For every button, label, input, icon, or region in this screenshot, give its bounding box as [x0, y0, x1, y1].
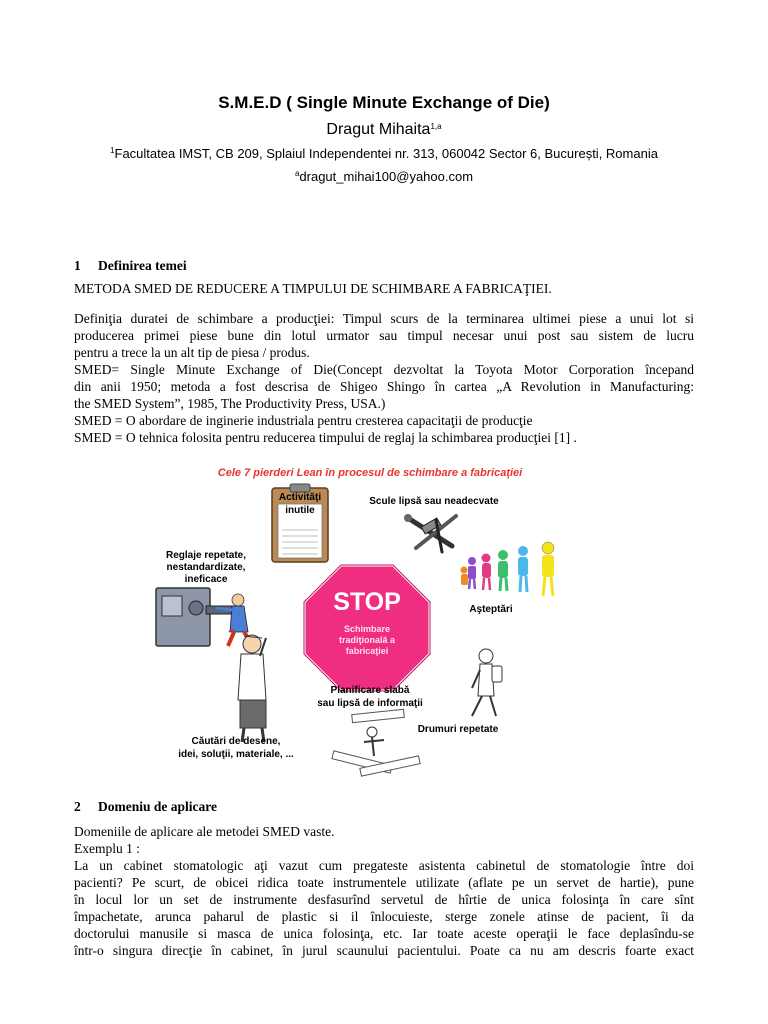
adjustments-label-line2: nestandardizate,: [166, 562, 246, 573]
stop-subtitle-line2: tradiţională a: [338, 635, 396, 645]
paragraph-line: doctorului manusile si masca de unica folosinţa, etc. Iar toate aceste operaţii le face deplasîndu-se: [74, 926, 694, 941]
email-superscript: a: [294, 169, 300, 178]
walking-label: Drumuri repetate: [417, 724, 499, 735]
paragraph-line: în locul lor un set de instrumente desfasurînd servetul de hîrtie de unica folosinţa în care sînt: [74, 892, 694, 907]
tools-label: Scule lipsă sau neadecvate: [369, 496, 499, 507]
paper-title: S.M.E.D ( Single Minute Exchange of Die): [218, 93, 550, 112]
paragraph-line: Exemplu 1 :: [74, 841, 140, 856]
section-2-title: Domeniu de aplicare: [98, 799, 217, 814]
paragraph-line: the SMED System”, 1985, The Productivity Press, USA.): [74, 396, 386, 411]
paragraph-line: pacienti? Pe scurt, de obicei ridica toate instrumentele utilizate (aflate pe un servet de hartie), pune: [74, 875, 694, 890]
section-1-number: 1: [74, 258, 81, 273]
paper-pile-icon: [332, 709, 420, 776]
paragraph-line: pentru a trece la un alt tip de piesa / produs.: [74, 345, 310, 360]
paragraph-line: La un cabinet stomatologic aţi vazut cum pregateste asistenta cabinetul de stomatologie între doi: [74, 858, 694, 873]
paragraph-line: Domeniile de aplicare ale metodei SMED vaste.: [74, 824, 335, 839]
tools-icon: [404, 514, 456, 552]
paragraph-line: într-o singura direcţie în cabinet, în jurul scaunului pacientului. Poate ca nu am descris foarte exact: [74, 943, 694, 958]
clipboard-label-line2: inutile: [285, 505, 315, 516]
affiliation-text: Facultatea IMST, CB 209, Splaiul Independentei nr. 313, 060042 Sector 6, București, Romania: [114, 146, 658, 161]
paragraph-line: Definiţia duratei de schimbare a producţiei: Timpul scurs de la terminarea ultimei piese a unui lot si: [74, 311, 694, 326]
paragraph-line: împachetate, arunca paharul de plastic si il înlocuieste, sterge zonele atinse de pacient, îi da: [74, 909, 694, 924]
waiting-label: Aşteptări: [469, 604, 513, 615]
section-1-subtitle: METODA SMED DE REDUCERE A TIMPULUI DE SCHIMBARE A FABRICAŢIEI.: [74, 281, 552, 296]
affiliation-line: [0, 146, 768, 161]
walking-man-icon: [472, 649, 502, 716]
planning-label-line1: Planificare slabă: [330, 685, 410, 696]
section-1-heading: [74, 258, 187, 274]
figure-title: Cele 7 pierderi Lean în procesul de schimbare a fabricaţiei: [217, 467, 523, 479]
author-name: Dragut Mihaita: [326, 121, 431, 138]
paragraph-line: producerea primei piese bune din lotul urmator sau timpul necesar unui post sau sistem de lucru: [74, 328, 694, 343]
stop-subtitle-line1: Schimbare: [343, 624, 391, 634]
paragraph-line: din anii 1950; metoda a fost descrisa de Shigeo Shingo în cartea „A Revolution in Manufacturing:: [74, 379, 694, 394]
author-line: [0, 121, 768, 139]
planning-label-line2: sau lipsă de informaţii: [317, 698, 423, 709]
search-label-line1: Căutări de desene,: [191, 736, 281, 747]
machine-worker-icon: [156, 588, 252, 646]
adjustments-label-line3: ineficace: [184, 574, 228, 585]
email-text: dragut_mihai100@yahoo.com: [299, 169, 474, 184]
paragraph-line: SMED = O abordare de inginerie industriala pentru cresterea capacitaţii de producţie: [74, 413, 533, 428]
author-superscript: 1,a: [430, 122, 442, 131]
clipboard-label-line1: Activităţi: [278, 492, 322, 503]
stop-word: STOP: [333, 588, 401, 616]
adjustments-label-line1: Reglaje repetate,: [165, 550, 247, 561]
paragraph-line: SMED= Single Minute Exchange of Die(Concept dezvoltat la Toyota Motor Corporation începand: [74, 362, 694, 377]
section-2-heading: [74, 799, 217, 815]
section-1-title: Definirea temei: [98, 258, 187, 273]
waiting-people-icon: [461, 542, 555, 596]
affiliation-superscript: 1: [110, 146, 115, 155]
lean-wastes-figure: [146, 460, 594, 785]
stop-subtitle-line3: fabricaţiei: [345, 646, 389, 656]
svg-text:?: ?: [228, 627, 236, 641]
search-label-line2: idei, soluţii, materiale, ...: [178, 749, 294, 760]
email-line: [0, 169, 768, 184]
paragraph-line: SMED = O tehnica folosita pentru reducerea timpului de reglaj la schimbarea producţiei [1] .: [74, 430, 577, 445]
section-2-number: 2: [74, 799, 81, 814]
confused-man-icon: [228, 627, 266, 742]
